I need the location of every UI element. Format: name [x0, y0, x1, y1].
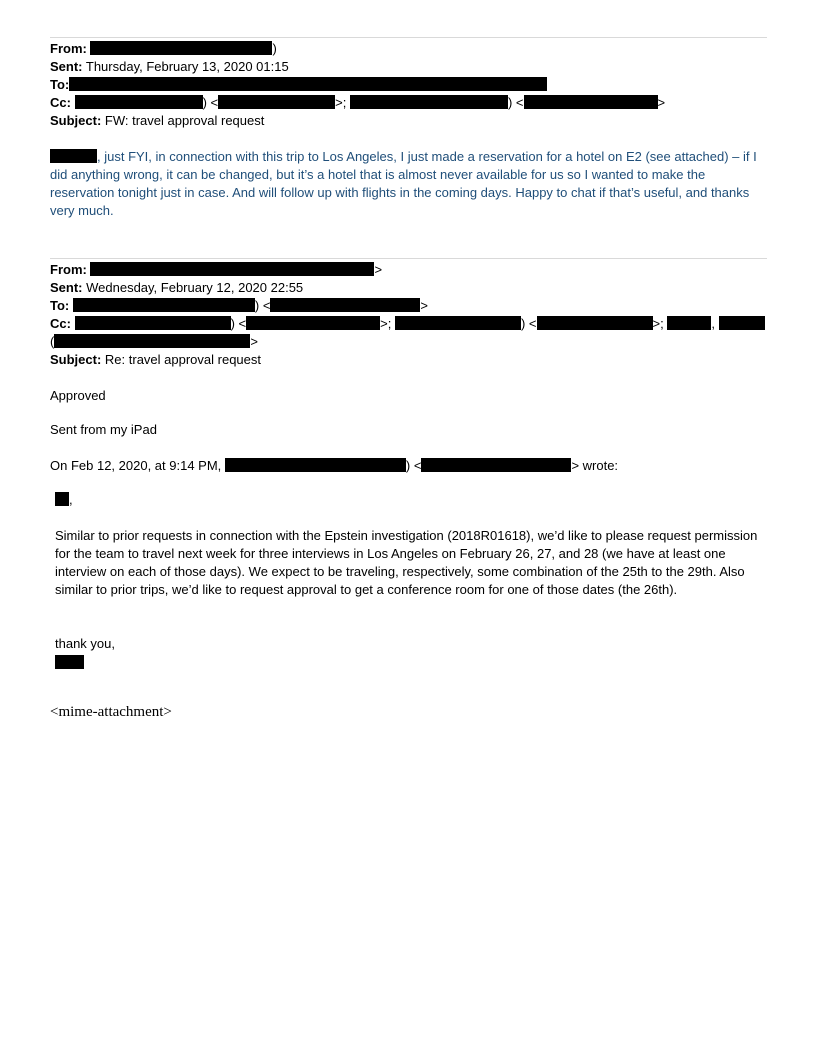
redaction: [54, 334, 250, 348]
original-body: Similar to prior requests in connection with the Epstein investigation (2018R01618), we’d like to please request permission for the team to travel next week for three interviews in Los Angeles on February 26, 27, and 28 (we have at least one interview on each of those days). We expect to be traveling, respectively, some combination of the 25th to the 29th. Also similar to prior trips, we’d like to request approval to get a conference room for one of those dates (the 26th).: [55, 528, 758, 597]
redaction: [395, 316, 521, 330]
cc-label: Cc:: [50, 95, 71, 110]
subject-value: FW: travel approval request: [101, 113, 265, 128]
re-subject-line: [50, 351, 261, 369]
greeting: ,: [55, 491, 73, 509]
redaction: [55, 492, 69, 506]
redaction: [75, 316, 231, 330]
fw-to-line: [50, 76, 547, 94]
redaction: [350, 95, 508, 109]
from-label: From:: [50, 262, 87, 277]
redaction: [218, 95, 335, 109]
redaction: [75, 95, 203, 109]
redaction: [225, 458, 406, 472]
closing: thank you,: [55, 636, 115, 651]
subject-value: Re: travel approval request: [101, 352, 261, 367]
re-to-line: To: ) < >: [50, 298, 429, 313]
redaction: [524, 95, 658, 109]
top-divider: [50, 37, 767, 38]
sent-value: Wednesday, February 12, 2020 22:55: [82, 280, 304, 295]
to-label: To:: [50, 77, 70, 92]
subject-label: Subject:: [50, 113, 102, 128]
mime-attachment[interactable]: <mime-attachment>: [50, 704, 172, 720]
fw-sent-line: [50, 58, 289, 76]
quote-header: On Feb 12, 2020, at 9:14 PM, ) < > wrote:: [50, 458, 619, 473]
redaction: [667, 316, 711, 330]
subject-label: Subject:: [50, 352, 102, 367]
redaction: [421, 458, 571, 472]
sent-from-text: Sent from my iPad: [50, 422, 157, 437]
re-cc-line: Cc: ) < >; ) < >; ,: [50, 315, 765, 333]
fw-body: , just FYI, in connection with this trip to Los Angeles, I just made a reservation for a hotel on E2 (see attached) – if I did anything wrong, it can be changed, but it’s a hotel that is almost never available for us so I wanted to make the reservation tonight just in case. And will follow up with flights in the coming days. Happy to chat if that’s useful, and thanks very much.: [50, 149, 757, 218]
redaction: [246, 316, 380, 330]
redaction: [50, 149, 97, 163]
sent-label: Sent:: [50, 280, 83, 295]
approved-text: Approved: [50, 388, 106, 403]
signature: [55, 654, 84, 672]
redaction: [69, 77, 547, 91]
redaction: [90, 262, 374, 276]
redaction: [55, 655, 84, 669]
from-label: From:: [50, 41, 87, 56]
sent-label: Sent:: [50, 59, 83, 74]
reply-divider: [50, 258, 767, 259]
to-label: To:: [50, 298, 70, 313]
redaction: [537, 316, 653, 330]
fw-cc-line: Cc: ) < >; ) < >: [50, 95, 666, 110]
fw-subject-line: [50, 112, 264, 130]
fw-from-line: From: ): [50, 41, 277, 56]
redaction: [90, 41, 272, 55]
re-from-line: From: >: [50, 262, 383, 277]
redaction: [719, 316, 765, 330]
redaction: [73, 298, 255, 312]
sent-value: Thursday, February 13, 2020 01:15: [82, 59, 289, 74]
redaction: [270, 298, 420, 312]
cc-label: Cc:: [50, 316, 71, 331]
re-sent-line: [50, 279, 303, 297]
re-cc-line-2: ( >: [50, 334, 258, 349]
